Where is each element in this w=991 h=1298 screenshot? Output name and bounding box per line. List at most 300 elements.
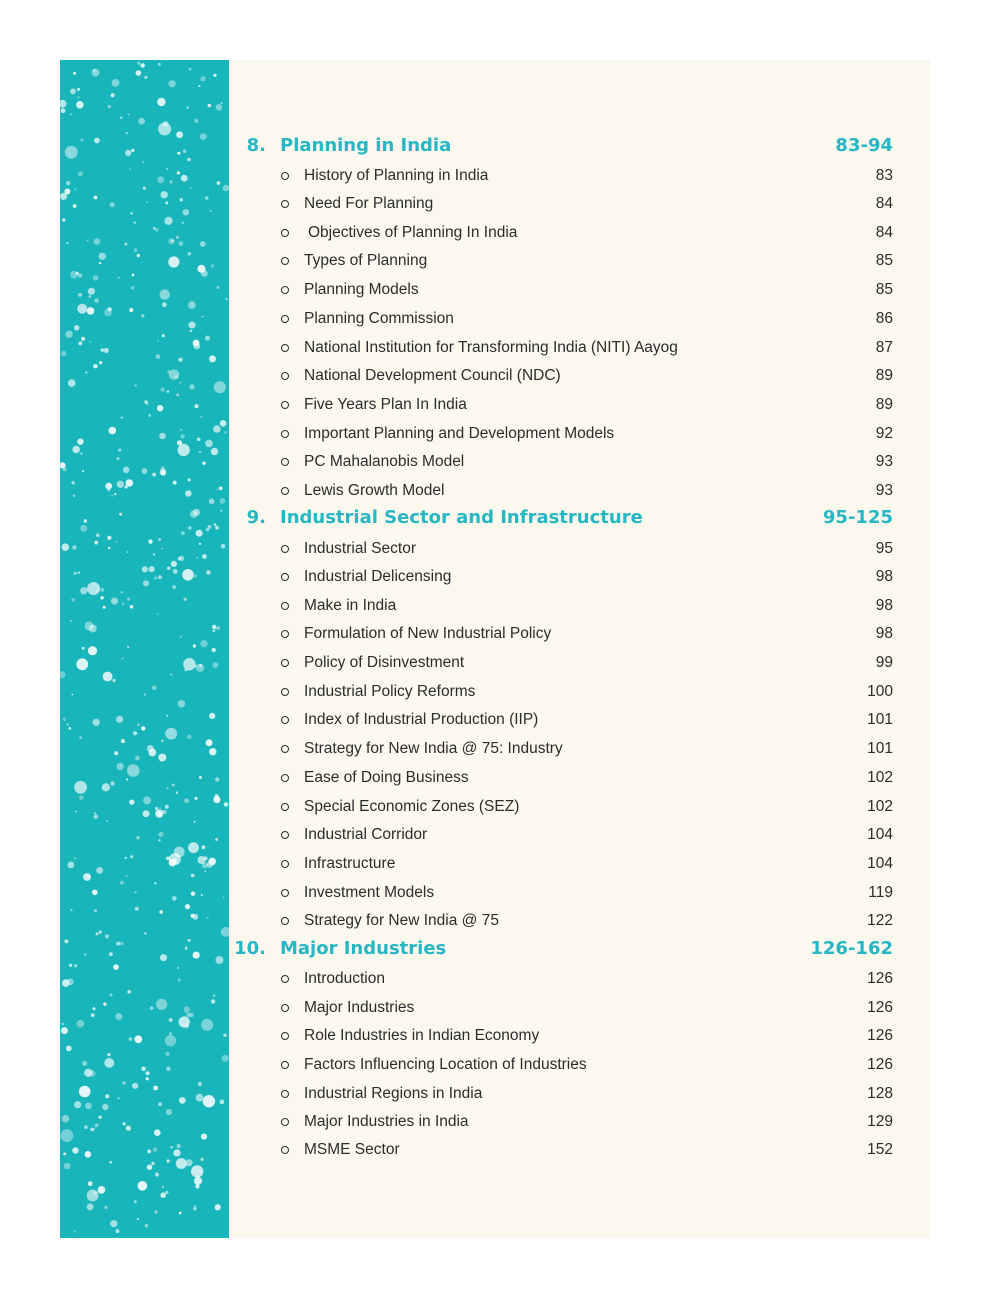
splatter-dot xyxy=(195,1184,199,1188)
entry-label: Industrial Policy Reforms xyxy=(304,683,476,700)
splatter-dot xyxy=(155,809,163,817)
splatter-dot xyxy=(213,662,219,668)
table-of-contents xyxy=(229,60,930,1238)
splatter-dot xyxy=(62,467,66,471)
splatter-dot xyxy=(63,718,66,721)
circle-bullet-icon xyxy=(281,688,289,696)
splatter-dot xyxy=(105,1094,109,1098)
splatter-dot xyxy=(125,857,127,859)
circle-bullet-icon xyxy=(281,315,289,323)
splatter-dot xyxy=(220,510,222,512)
splatter-dot xyxy=(90,1128,94,1132)
circle-bullet-icon xyxy=(281,1146,289,1154)
splatter-dot xyxy=(109,427,117,435)
entry-label: Industrial Sector xyxy=(304,540,416,557)
entry-page: 85 xyxy=(875,281,893,298)
entry-label: Ease of Doing Business xyxy=(304,769,469,786)
splatter-dot xyxy=(126,875,128,877)
splatter-dot xyxy=(215,838,218,841)
circle-bullet-icon xyxy=(281,1061,289,1069)
splatter-dot xyxy=(62,219,65,222)
splatter-dot xyxy=(143,187,146,190)
toc-entry[interactable] xyxy=(229,679,893,705)
circle-bullet-icon xyxy=(281,286,289,294)
splatter-dot xyxy=(121,591,123,593)
splatter-dot xyxy=(103,606,106,609)
entry-page: 101 xyxy=(867,711,893,728)
toc-entry[interactable] xyxy=(229,1109,893,1135)
splatter-dot xyxy=(106,820,108,822)
chapter-heading[interactable] xyxy=(229,133,895,159)
splatter-dot xyxy=(185,904,190,909)
entry-page: 86 xyxy=(875,310,893,327)
splatter-dot xyxy=(156,354,161,359)
splatter-dot xyxy=(121,417,123,419)
splatter-dot xyxy=(132,274,135,277)
splatter-dot xyxy=(188,842,199,853)
splatter-dot xyxy=(170,1146,173,1149)
toc-entry[interactable] xyxy=(229,966,893,992)
entry-label: Factors Influencing Location of Industries xyxy=(304,1056,587,1073)
splatter-dot xyxy=(79,1086,91,1098)
splatter-dot xyxy=(177,1144,181,1148)
splatter-dot xyxy=(200,416,202,418)
toc-entry[interactable] xyxy=(229,995,893,1021)
circle-bullet-icon xyxy=(281,573,289,581)
splatter-dot xyxy=(221,927,229,937)
splatter-dot xyxy=(209,355,216,362)
splatter-dot xyxy=(107,1053,110,1056)
toc-entry[interactable] xyxy=(229,220,893,246)
splatter-dot xyxy=(143,810,150,817)
entry-label: Make in India xyxy=(304,597,397,614)
splatter-dot xyxy=(187,735,191,739)
toc-entry[interactable] xyxy=(229,536,893,562)
entry-label: History of Planning in India xyxy=(304,167,489,184)
splatter-dot xyxy=(161,466,165,470)
splatter-dot xyxy=(66,242,68,244)
splatter-dot xyxy=(127,764,140,777)
splatter-dot xyxy=(65,146,78,159)
splatter-dot xyxy=(192,914,198,920)
splatter-dot xyxy=(161,387,165,391)
entry-label: Objectives of Planning In India xyxy=(308,224,518,241)
splatter-dot xyxy=(99,1116,102,1119)
splatter-dot xyxy=(142,566,148,572)
entry-label: PC Mahalanobis Model xyxy=(304,453,465,470)
splatter-dot xyxy=(147,1165,152,1170)
splatter-dot xyxy=(194,1177,202,1185)
toc-entry[interactable] xyxy=(229,822,893,848)
entry-label: Policy of Disinvestment xyxy=(304,654,465,671)
splatter-dot xyxy=(202,845,206,849)
splatter-dot xyxy=(137,723,140,726)
splatter-dot xyxy=(188,526,191,529)
splatter-dot xyxy=(225,298,228,301)
splatter-dot xyxy=(117,763,124,770)
entry-label: Types of Planning xyxy=(304,252,428,269)
toc-entry[interactable] xyxy=(229,794,893,820)
toc-entry[interactable] xyxy=(229,191,893,217)
splatter-dot xyxy=(196,664,204,672)
splatter-dot xyxy=(87,307,95,315)
circle-bullet-icon xyxy=(281,1032,289,1040)
splatter-dot xyxy=(198,85,200,87)
splatter-dot xyxy=(144,693,146,695)
splatter-dot xyxy=(118,1097,120,1099)
splatter-dot xyxy=(213,74,216,77)
splatter-dot xyxy=(205,196,209,200)
splatter-dot xyxy=(62,1023,64,1025)
splatter-dot xyxy=(78,341,82,345)
splatter-dot xyxy=(108,547,110,549)
splatter-dot xyxy=(208,104,212,108)
splatter-dot xyxy=(137,254,140,257)
splatter-dot xyxy=(102,1104,108,1110)
splatter-dot xyxy=(212,629,215,632)
splatter-dot xyxy=(217,489,219,491)
entry-label: Strategy for New India @ 75: Industry xyxy=(304,740,563,757)
splatter-dot xyxy=(173,481,177,485)
splatter-dot xyxy=(216,286,219,289)
circle-bullet-icon xyxy=(281,229,289,237)
toc-entry[interactable] xyxy=(229,564,893,590)
splatter-dot xyxy=(201,1019,213,1031)
splatter-dot xyxy=(125,485,128,488)
circle-bullet-icon xyxy=(281,860,289,868)
entry-label: Special Economic Zones (SEZ) xyxy=(304,798,520,815)
splatter-dot xyxy=(94,812,97,815)
entry-page: 126 xyxy=(867,999,893,1016)
splatter-dot xyxy=(155,807,158,810)
entry-page: 83 xyxy=(875,167,893,184)
entry-page: 98 xyxy=(875,568,893,585)
splatter-dot xyxy=(182,569,194,581)
splatter-dot xyxy=(72,1147,78,1153)
entry-page: 84 xyxy=(875,195,893,212)
splatter-dot xyxy=(198,1082,202,1086)
entry-label: Industrial Corridor xyxy=(304,826,428,843)
entry-label: National Institution for Transforming India (NITI) Aayog xyxy=(304,339,678,356)
toc-entry[interactable] xyxy=(229,392,893,418)
splatter-dot xyxy=(83,873,91,881)
splatter-dot xyxy=(201,1134,207,1140)
splatter-dot xyxy=(143,796,151,804)
circle-bullet-icon xyxy=(281,1118,289,1126)
splatter-dot xyxy=(148,539,152,543)
toc-entry[interactable] xyxy=(229,478,893,504)
splatter-dot xyxy=(87,240,89,242)
splatter-dot xyxy=(84,1125,88,1129)
circle-bullet-icon xyxy=(281,745,289,753)
splatter-dot xyxy=(200,241,206,247)
splatter-dot xyxy=(176,792,178,794)
toc-entry[interactable] xyxy=(229,363,893,389)
splatter-dot xyxy=(116,541,118,543)
splatter-dot xyxy=(111,598,118,605)
splatter-dot xyxy=(112,679,116,683)
splatter-dot xyxy=(188,321,195,328)
splatter-dot xyxy=(96,932,99,935)
splatter-dot xyxy=(217,181,221,185)
chapter-page-range: 83-94 xyxy=(835,135,893,156)
splatter-dot xyxy=(162,334,165,337)
splatter-dot xyxy=(137,62,140,65)
splatter-dot xyxy=(122,1081,126,1085)
splatter-dot xyxy=(215,777,219,781)
splatter-dot xyxy=(144,76,147,79)
entry-page: 129 xyxy=(867,1113,893,1130)
circle-bullet-icon xyxy=(281,659,289,667)
splatter-dot xyxy=(180,429,182,431)
splatter-dot xyxy=(61,1129,74,1142)
entry-label: Role Industries in Indian Economy xyxy=(304,1027,540,1044)
splatter-dot xyxy=(214,523,217,526)
splatter-dot xyxy=(165,805,169,809)
splatter-dot xyxy=(190,330,192,332)
splatter-dot xyxy=(129,308,133,312)
splatter-dot xyxy=(94,1192,97,1195)
splatter-dot xyxy=(71,481,74,484)
splatter-dot xyxy=(196,557,198,559)
toc-entry[interactable] xyxy=(229,1081,893,1107)
splatter-dot xyxy=(215,1204,221,1210)
entry-label: National Development Council (NDC) xyxy=(304,367,561,384)
splatter-dot xyxy=(191,874,195,878)
toc-entry[interactable] xyxy=(229,1052,893,1078)
splatter-dot xyxy=(191,1165,203,1177)
toc-entry[interactable] xyxy=(229,306,893,332)
splatter-dot xyxy=(94,298,99,303)
splatter-pattern xyxy=(60,60,229,1238)
toc-entry[interactable] xyxy=(229,650,893,676)
splatter-dot xyxy=(116,942,120,946)
splatter-dot xyxy=(68,862,75,869)
splatter-dot xyxy=(124,243,127,246)
splatter-dot xyxy=(169,180,172,183)
splatter-dot xyxy=(132,1083,138,1089)
toc-entry[interactable] xyxy=(229,449,893,475)
splatter-dot xyxy=(157,176,164,183)
splatter-dot xyxy=(159,433,166,440)
splatter-dot xyxy=(126,132,128,134)
splatter-dot xyxy=(213,994,216,997)
toc-entry[interactable] xyxy=(229,335,893,361)
splatter-dot xyxy=(74,857,76,859)
circle-bullet-icon xyxy=(281,716,289,724)
splatter-dot xyxy=(179,1097,186,1104)
splatter-dot xyxy=(111,93,115,97)
splatter-dot xyxy=(76,658,88,670)
splatter-dot xyxy=(160,289,170,299)
splatter-dot xyxy=(176,1158,187,1169)
splatter-dot xyxy=(99,930,102,933)
splatter-dot xyxy=(87,1190,99,1202)
splatter-dot xyxy=(152,686,156,690)
splatter-dot xyxy=(167,566,171,570)
splatter-dot xyxy=(93,1007,96,1010)
splatter-dot xyxy=(77,304,87,314)
splatter-dot xyxy=(71,598,74,601)
toc-entry[interactable] xyxy=(229,248,893,274)
toc-entry[interactable] xyxy=(229,880,893,906)
splatter-dot xyxy=(147,745,154,752)
splatter-dot xyxy=(78,293,82,297)
splatter-dot xyxy=(206,739,213,746)
splatter-dot xyxy=(93,275,99,281)
toc-entry[interactable] xyxy=(229,1023,893,1049)
splatter-dot xyxy=(200,133,207,140)
toc-entry[interactable] xyxy=(229,707,893,733)
splatter-dot xyxy=(74,1101,81,1108)
toc-entry[interactable] xyxy=(229,851,893,877)
entry-page: 152 xyxy=(867,1141,893,1158)
splatter-dot xyxy=(91,1013,95,1017)
entry-page: 89 xyxy=(875,367,893,384)
splatter-dot xyxy=(80,525,87,532)
splatter-dot xyxy=(105,934,109,938)
toc-entry[interactable] xyxy=(229,1137,893,1163)
toc-entry[interactable] xyxy=(229,277,893,303)
entry-label: Infrastructure xyxy=(304,855,396,872)
circle-bullet-icon xyxy=(281,257,289,265)
entry-page: 87 xyxy=(875,339,893,356)
splatter-dot xyxy=(133,731,137,735)
entry-label: Important Planning and Development Models xyxy=(304,425,615,442)
toc-entry[interactable] xyxy=(229,621,893,647)
splatter-dot xyxy=(104,1206,107,1209)
splatter-dot xyxy=(185,1159,192,1166)
splatter-dot xyxy=(127,646,129,648)
splatter-dot xyxy=(89,625,97,633)
splatter-dot xyxy=(167,1159,170,1162)
splatter-dot xyxy=(68,727,71,730)
splatter-dot xyxy=(94,909,97,912)
splatter-dot xyxy=(208,525,212,529)
splatter-dot xyxy=(108,105,111,108)
splatter-dot xyxy=(172,585,176,589)
chapter-number: 9. xyxy=(246,507,266,528)
splatter-dot xyxy=(155,228,159,232)
toc-entry[interactable] xyxy=(229,421,893,447)
splatter-dot xyxy=(89,1070,96,1077)
splatter-dot xyxy=(103,672,113,682)
chapter-heading[interactable] xyxy=(229,936,895,962)
splatter-dot xyxy=(135,756,140,761)
toc-entry[interactable] xyxy=(229,908,893,934)
splatter-dot xyxy=(110,202,115,207)
entry-label: Major Industries xyxy=(304,999,415,1016)
chapter-title: Planning in India xyxy=(280,135,452,156)
entry-label: Major Industries in India xyxy=(304,1113,469,1130)
circle-bullet-icon xyxy=(281,401,289,409)
splatter-dot xyxy=(76,101,84,109)
splatter-dot xyxy=(188,478,191,481)
splatter-dot xyxy=(114,751,118,755)
toc-entry[interactable] xyxy=(229,765,893,791)
splatter-dot xyxy=(68,379,76,387)
splatter-dot xyxy=(189,1013,194,1018)
splatter-dot xyxy=(85,1103,92,1110)
splatter-dot xyxy=(169,1018,173,1022)
splatter-dot xyxy=(211,999,215,1003)
splatter-dot xyxy=(141,314,144,317)
splatter-dot xyxy=(94,541,98,545)
splatter-dot xyxy=(169,853,181,865)
splatter-dot xyxy=(136,836,139,839)
splatter-dot xyxy=(158,538,161,541)
entry-page: 102 xyxy=(867,769,893,786)
splatter-dot xyxy=(62,543,70,551)
splatter-dot xyxy=(122,603,124,605)
toc-entry[interactable] xyxy=(229,163,893,189)
splatter-dot xyxy=(157,340,159,342)
entry-page: 99 xyxy=(875,654,893,671)
splatter-dot xyxy=(190,187,192,189)
splatter-dot xyxy=(159,910,163,914)
circle-bullet-icon xyxy=(281,487,289,495)
entry-page: 126 xyxy=(867,1027,893,1044)
splatter-dot xyxy=(76,272,79,275)
splatter-dot xyxy=(159,807,161,809)
splatter-dot xyxy=(123,1122,126,1125)
splatter-dot xyxy=(209,499,215,505)
splatter-dot xyxy=(213,796,220,803)
splatter-dot xyxy=(144,400,148,404)
splatter-dot xyxy=(62,1115,70,1123)
splatter-dot xyxy=(78,97,80,99)
splatter-dot xyxy=(60,100,67,108)
splatter-dot xyxy=(147,1150,151,1154)
splatter-dot xyxy=(138,1181,148,1191)
splatter-dot xyxy=(138,118,145,125)
splatter-dot xyxy=(69,964,72,967)
splatter-dot xyxy=(153,554,155,556)
entry-page: 98 xyxy=(875,625,893,642)
splatter-dot xyxy=(141,1066,146,1071)
splatter-dot xyxy=(173,1149,180,1156)
splatter-dot xyxy=(80,452,82,454)
splatter-dot xyxy=(72,446,80,454)
splatter-dot xyxy=(141,63,145,67)
splatter-dot xyxy=(141,726,145,730)
splatter-dot xyxy=(103,1003,106,1006)
chapter-heading[interactable] xyxy=(229,505,895,531)
splatter-dot xyxy=(201,894,203,896)
splatter-dot xyxy=(209,713,215,719)
toc-entry[interactable] xyxy=(229,736,893,762)
splatter-dot xyxy=(186,946,188,948)
splatter-dot xyxy=(100,588,104,592)
entry-page: 92 xyxy=(875,425,893,442)
splatter-dot xyxy=(205,440,213,448)
splatter-dot xyxy=(130,212,132,214)
splatter-dot xyxy=(82,470,84,472)
splatter-dot xyxy=(160,1192,166,1198)
splatter-dot xyxy=(74,781,87,794)
splatter-dot xyxy=(77,439,83,445)
splatter-dot xyxy=(99,262,101,264)
splatter-dot xyxy=(158,832,163,837)
splatter-dot xyxy=(96,590,98,592)
splatter-dot xyxy=(191,892,195,896)
toc-entry[interactable] xyxy=(229,593,893,619)
splatter-dot xyxy=(127,597,130,600)
splatter-dot xyxy=(118,277,120,279)
splatter-dot xyxy=(79,736,82,739)
splatter-dot xyxy=(104,1058,114,1068)
splatter-dot xyxy=(88,288,95,295)
